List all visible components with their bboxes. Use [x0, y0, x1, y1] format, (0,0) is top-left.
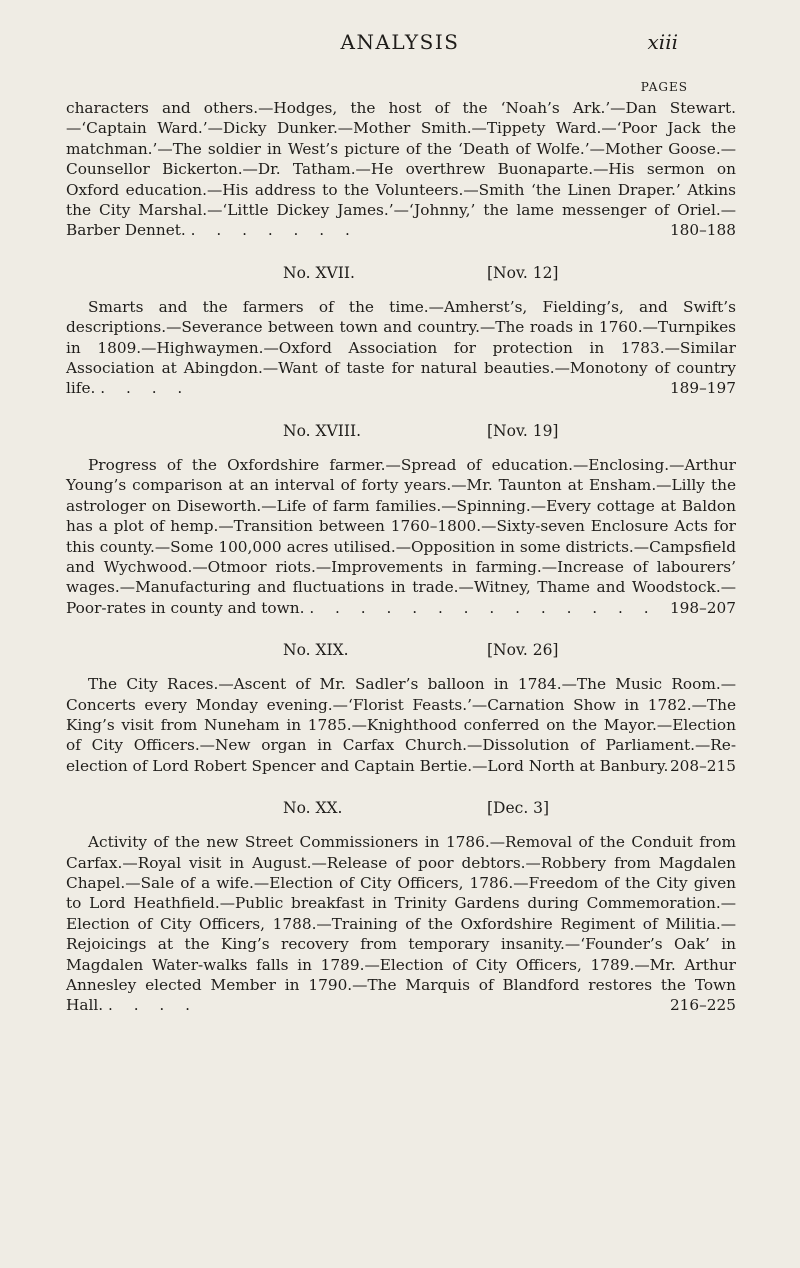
page-range: 216–225 [669, 996, 736, 1015]
entry-paragraph [66, 674, 736, 776]
page-range: 208–215 [669, 756, 736, 775]
section-number: No. XIX. [283, 641, 349, 660]
section-date: [Nov. 26] [487, 641, 559, 660]
entry-paragraph [66, 455, 736, 618]
page-range: 180–188 [669, 221, 736, 240]
running-head [0, 30, 800, 60]
page-title: ANALYSIS [340, 30, 460, 54]
entry-text: The City Races.—Ascent of Mr. Sadler’s balloon in 1784.—The Music Room.—Concerts every Monday evening.—‘Florist Feasts.’—Carnation Show in 1782.—The King’s visit from Nuneham in 1785.—Knighthood conferred on the Mayor.—Election of City Officers.—New organ in Carfax Church.—Dissolution of Parliament.—Re-election of Lord Robert Spencer and Captain Bertie.—Lord North at Banbury. [66, 675, 736, 775]
page-number: xiii [647, 30, 678, 54]
entry-paragraph [66, 98, 736, 241]
section-date: [Nov. 12] [487, 263, 559, 282]
section-heading [66, 640, 736, 664]
entry-text: Progress of the Oxfordshire farmer.—Spread of education.—Enclosing.—Arthur Young’s comparison at an interval of forty years.—Mr. Taunton at Ensham.—Lilly the astrologer on Diseworth.—Life of farm families.—Spinning.—Every cottage at Baldon has a plot of hemp.—Transition between 1760–1800.—Sixty-seven Enclosure Acts for this county.—Some 100,000 acres utilised.—Opposition in some districts.—Campsfield and Wychwood.—Otmoor riots.—Improvements in farming.—Increase of labourers’ wages.—Manufacturing and fluctuations in trade.—Witney, Thame and Woodstock.—Poor-rates in county and town. [66, 455, 736, 617]
page-range: 189–197 [669, 379, 736, 398]
leader-dots: . . . . . . . [190, 221, 358, 240]
leader-dots: . . . . . . . . . . . . . . [309, 598, 657, 617]
section-number: No. XX. [283, 799, 343, 818]
section-number: No. XVII. [283, 263, 355, 282]
section-heading [66, 421, 736, 445]
analysis-body [66, 98, 736, 1016]
section-date: [Nov. 19] [487, 421, 559, 440]
section-date: [Dec. 3] [487, 799, 550, 818]
leader-dots: . . . . [107, 996, 199, 1015]
section-heading [66, 798, 736, 822]
entry-text: Activity of the new Street Commissioners in 1786.—Removal of the Conduit from Carfax.—Royal visit in August.—Release of poor debtors.—Robbery from Magdalen Chapel.—Sale of a wife.—Election of City Officers, 1786.—Freedom of the City given to Lord Heathfield.—Public breakfast in Trinity Gardens during Commemoration.—Election of City Officers, 1788.—Training of the Oxfordshire Regiment of Militia.—Rejoicings at the King’s recovery from temporary insanity.—‘Founder’s Oak’ in Magdalen Water-walks falls in 1789.—Election of City Officers, 1789.—Mr. Arthur Annesley elected Member in 1790.—The Marquis of Blandford restores the Town Hall. [66, 833, 736, 1015]
page-range: 198–207 [669, 598, 736, 617]
pages-column-label: PAGES [640, 80, 688, 94]
entry-paragraph [66, 297, 736, 399]
entry-paragraph [66, 832, 736, 1016]
section-number: No. XVIII. [283, 421, 361, 440]
entry-text: characters and others.—Hodges, the host of the ‘Noah’s Ark.’—Dan Stewart.—‘Captain Ward.’—Dicky Dunker.—Mother Smith.—Tippety Ward.—‘Poor Jack the matchman.’—The soldier in West’s picture of the ‘Death of Wolfe.’—Mother Goose.—Counsellor Bickerton.—Dr. Tatham.—He overthrew Buonaparte.—His sermon on Oxford education.—His address to the Volunteers.—Smith ‘the Linen Draper.’ Atkins the City Marshal.—‘Little Dickey James.’—‘Johnny,’ the lame messenger of Oriel.—Barber Dennet. [66, 99, 736, 240]
section-heading [66, 263, 736, 287]
entry-text: Smarts and the farmers of the time.—Amherst’s, Fielding’s, and Swift’s descriptions.—Severance between town and country.—The roads in 1760.—Turnpikes in 1809.—Highwaymen.—Oxford Association for protection in 1783.—Similar Association at Abingdon.—Want of taste for natural beauties.—Monotony of country life. [66, 297, 736, 398]
leader-dots: . . . . [100, 379, 191, 398]
